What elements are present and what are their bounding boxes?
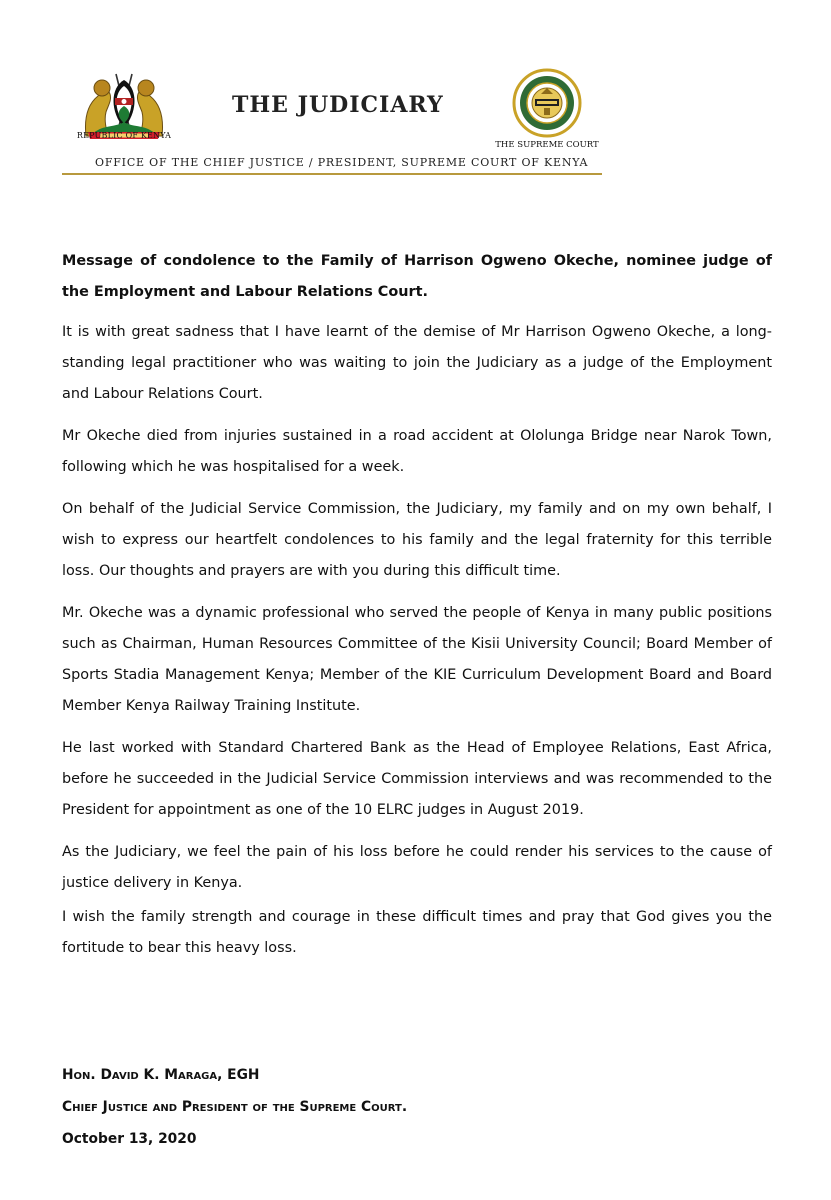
letterhead-divider [62, 173, 602, 175]
letter-date: October 13, 2020 [62, 1131, 197, 1147]
message-body [62, 246, 772, 975]
judiciary-title: THE JUDICIARY [232, 92, 444, 118]
paragraph-demise: It is with great sadness that I have learnt of the demise of Mr Harrison Ogweno Okeche, a long-standing legal practitioner who was waiting to join the Judiciary as a judge of the Employment and Labour Relations Court. [62, 324, 772, 402]
seal-caption: THE SUPREME COURT [495, 140, 599, 150]
signature-block [62, 1059, 407, 1155]
paragraph-career: Mr. Okeche was a dynamic professional who served the people of Kenya in many public positions such as Chairman, Human Resources Committee of the Kisii University Council; Board Member of Sports Stadia Management Kenya; Member of the KIE Curriculum Development Board and Board Member Kenya Railway Training Institute. [62, 605, 772, 714]
supreme-court-seal-icon [512, 68, 582, 138]
office-line: OFFICE OF THE CHIEF JUSTICE / PRESIDENT, SUPREME COURT OF KENYA [95, 156, 589, 169]
paragraph-accident: Mr Okeche died from injuries sustained in a road accident at Ololunga Bridge near Narok Town, following which he was hospitalised for a week. [62, 428, 772, 475]
paragraph-condolences: On behalf of the Judicial Service Commission, the Judiciary, my family and on my own behalf, I wish to express our heartfelt condolences to his family and the legal fraternity for this terrible loss. Our thoughts and prayers are with you during this difficult time. [62, 501, 772, 579]
letterhead [0, 0, 831, 190]
signatory-position: Chief Justice and President of the Supreme Court. [62, 1099, 408, 1115]
signatory-name: Hon. David K. Maraga, EGH [62, 1067, 260, 1083]
paragraph-judiciary-loss: As the Judiciary, we feel the pain of his loss before he could render his services to the cause of justice delivery in Kenya. [62, 844, 772, 891]
message-heading: Message of condolence to the Family of Harrison Ogweno Okeche, nominee judge of the Employment and Labour Relations Court. [62, 253, 772, 300]
coat-of-arms-caption: REPUBLIC OF KENYA [76, 131, 172, 140]
paragraph-appointment: He last worked with Standard Chartered Bank as the Head of Employee Relations, East Africa, before he succeeded in the Judicial Service Commission interviews and was recommended to the President for appointment as one of the 10 ELRC judges in August 2019. [62, 740, 772, 818]
paragraph-closing: I wish the family strength and courage in these difficult times and pray that God gives you the fortitude to bear this heavy loss. [62, 909, 772, 956]
